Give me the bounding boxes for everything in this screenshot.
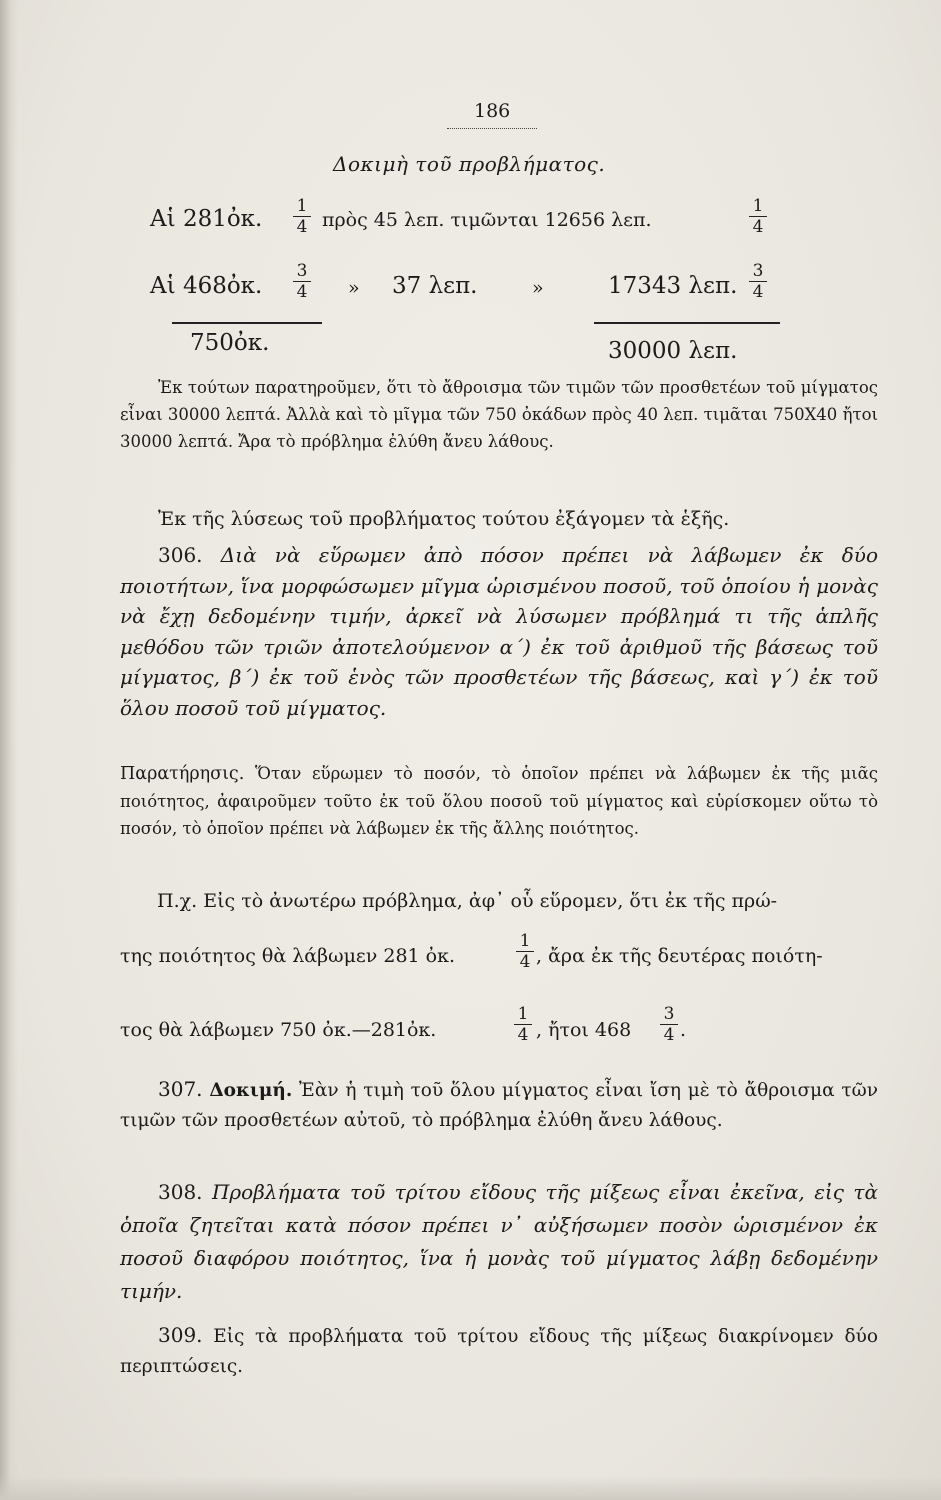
row2-ditto-1: » [348, 277, 360, 299]
page-number: 186 [474, 100, 511, 122]
example-fraction-a: 1 4 [516, 932, 534, 971]
example-fraction-c: 3 4 [660, 1005, 678, 1044]
row1-label: Αἱ 281ὀκ. [150, 206, 263, 232]
page-edge-shadow [0, 0, 18, 1500]
row1-price-text: πρὸς 45 λεπ. τιμῶνται 12656 λεπ. [322, 209, 652, 231]
section-307 [120, 1074, 878, 1136]
section-306-number: 306. [158, 543, 203, 567]
section-307-text: Ἐὰν ἡ τιμὴ τοῦ ὅλου μίγματος εἶναι ἴση μὲ τὸ ἄθροισμα τῶν τιμῶν τῶν προσθετέων αὐτοῦ, τὸ πρόβλημα ἐλύθη ἄνευ λάθους. [120, 1080, 878, 1131]
proof-title: Δοκιμὴ τοῦ προβλήματος. [333, 152, 606, 176]
section-308-number: 308. [158, 1180, 203, 1204]
row2-label: Αἱ 468ὀκ. [150, 273, 263, 299]
row2-ditto-2: » [532, 277, 544, 299]
page-bottom-shadow [0, 1476, 941, 1500]
row1-fraction: 1 4 [293, 197, 311, 236]
example-fraction-b: 1 4 [514, 1005, 532, 1044]
conclusion-line: Ἐκ τῆς λύσεως τοῦ προβλήματος τούτου ἐξάγομεν τὰ ἑξῆς. [158, 508, 730, 530]
row2-price: 37 λεπ. [392, 273, 478, 299]
remark-paragraph [120, 760, 878, 842]
example-line-1: Π.χ. Εἰς τὸ ἀνωτέρω πρόβλημα, ἀφ᾽ οὗ εὕρομεν, ὅτι ἐκ τῆς πρώ- [157, 890, 778, 912]
section-309-number: 309. [158, 1323, 203, 1347]
row2-amount: 17343 λεπ. [608, 273, 738, 299]
remark-text: Ὅταν εὕρωμεν τὸ ποσόν, τὸ ὁποῖον πρέπει νὰ λάβωμεν ἐκ τῆς μιᾶς ποιότητος, ἀφαιροῦμεν τοῦτο ἐκ τοῦ ὅλου ποσοῦ τοῦ μίγματος καὶ εὑρίσκομεν οὕτω τὸ ποσόν, τὸ ὁποῖον πρέπει νὰ λάβωμεν ἐκ τῆς ἄλλης ποιότητος. [120, 764, 878, 838]
section-307-number: 307. [158, 1077, 203, 1101]
example-line-3c: . [680, 1019, 687, 1041]
section-306-text: Διὰ νὰ εὕρωμεν ἀπὸ πόσον πρέπει νὰ λάβωμεν ἐκ δύο ποιοτήτων, ἵνα μορφώσωμεν μῖγμα ὡρισμένου ποσοῦ, τοῦ ὁποίου ἡ μονὰς νὰ ἔχῃ δεδομένην τιμήν, ἀρκεῖ νὰ λύσωμεν πρόβλημά τι τῆς ἁπλῆς μεθόδου τῶν τριῶν ἀποτελούμενον α΄) ἐκ τοῦ ἀριθμοῦ τῆς βάσεως τοῦ μίγματος, β΄) ἐκ τοῦ ἑνὸς τῶν προσθετέων τῆς βάσεως, καὶ γ΄) ἐκ τοῦ ὅλου ποσοῦ τοῦ μίγματος. [120, 543, 879, 720]
total-right: 30000 λεπ. [608, 338, 738, 364]
total-left: 750ὀκ. [190, 330, 270, 356]
section-307-label: Δοκιμή. [209, 1080, 293, 1101]
dotted-divider [447, 128, 537, 129]
sum-rule-right [594, 322, 780, 324]
check-paragraph: Ἐκ τούτων παρατηροῦμεν, ὅτι τὸ ἄθροισμα τῶν τιμῶν τῶν προσθετέων τοῦ μίγματος εἶναι 30000 λεπτά. Ἀλλὰ καὶ τὸ μῖγμα τῶν 750 ὀκάδων πρὸς 40 λεπ. τιμᾶται 750Χ40 ἤτοι 30000 λεπτά. Ἄρα τὸ πρόβλημα ἐλύθη ἄνευ λάθους. [120, 378, 878, 451]
remark-label: Παρατήρησις. [120, 764, 245, 784]
sum-rule-left [172, 322, 322, 324]
example-line-2b: , ἄρα ἐκ τῆς δευτέρας ποιότη- [536, 945, 823, 967]
section-308 [120, 1176, 878, 1308]
row2-fraction-right: 3 4 [749, 262, 767, 301]
section-309-text: Εἰς τὰ προβλήματα τοῦ τρίτου εἴδους τῆς μίξεως διακρίνομεν δύο περιπτώσεις. [120, 1326, 878, 1377]
section-306 [120, 540, 878, 723]
example-line-2a: της ποιότητος θὰ λάβωμεν 281 ὀκ. [120, 945, 456, 967]
section-308-text: Προβλήματα τοῦ τρίτου εἴδους τῆς μίξεως εἶναι ἐκεῖνα, εἰς τὰ ὁποῖα ζητεῖται κατὰ πόσον πρέπει ν᾽ αὐξήσωμεν ποσὸν ὡρισμένον ἐκ ποσοῦ διαφόρου ποιότητος, ἵνα ἡ μονὰς τοῦ μίγματος λάβῃ δεδομένην τιμήν. [120, 1180, 878, 1303]
section-309 [120, 1320, 878, 1382]
example-line-3a: τος θὰ λάβωμεν 750 ὀκ.—281ὀκ. [120, 1019, 437, 1041]
row1-fraction-right: 1 4 [749, 197, 767, 236]
row2-fraction: 3 4 [293, 262, 311, 301]
example-line-3b: , ἤτοι 468 [536, 1019, 632, 1041]
